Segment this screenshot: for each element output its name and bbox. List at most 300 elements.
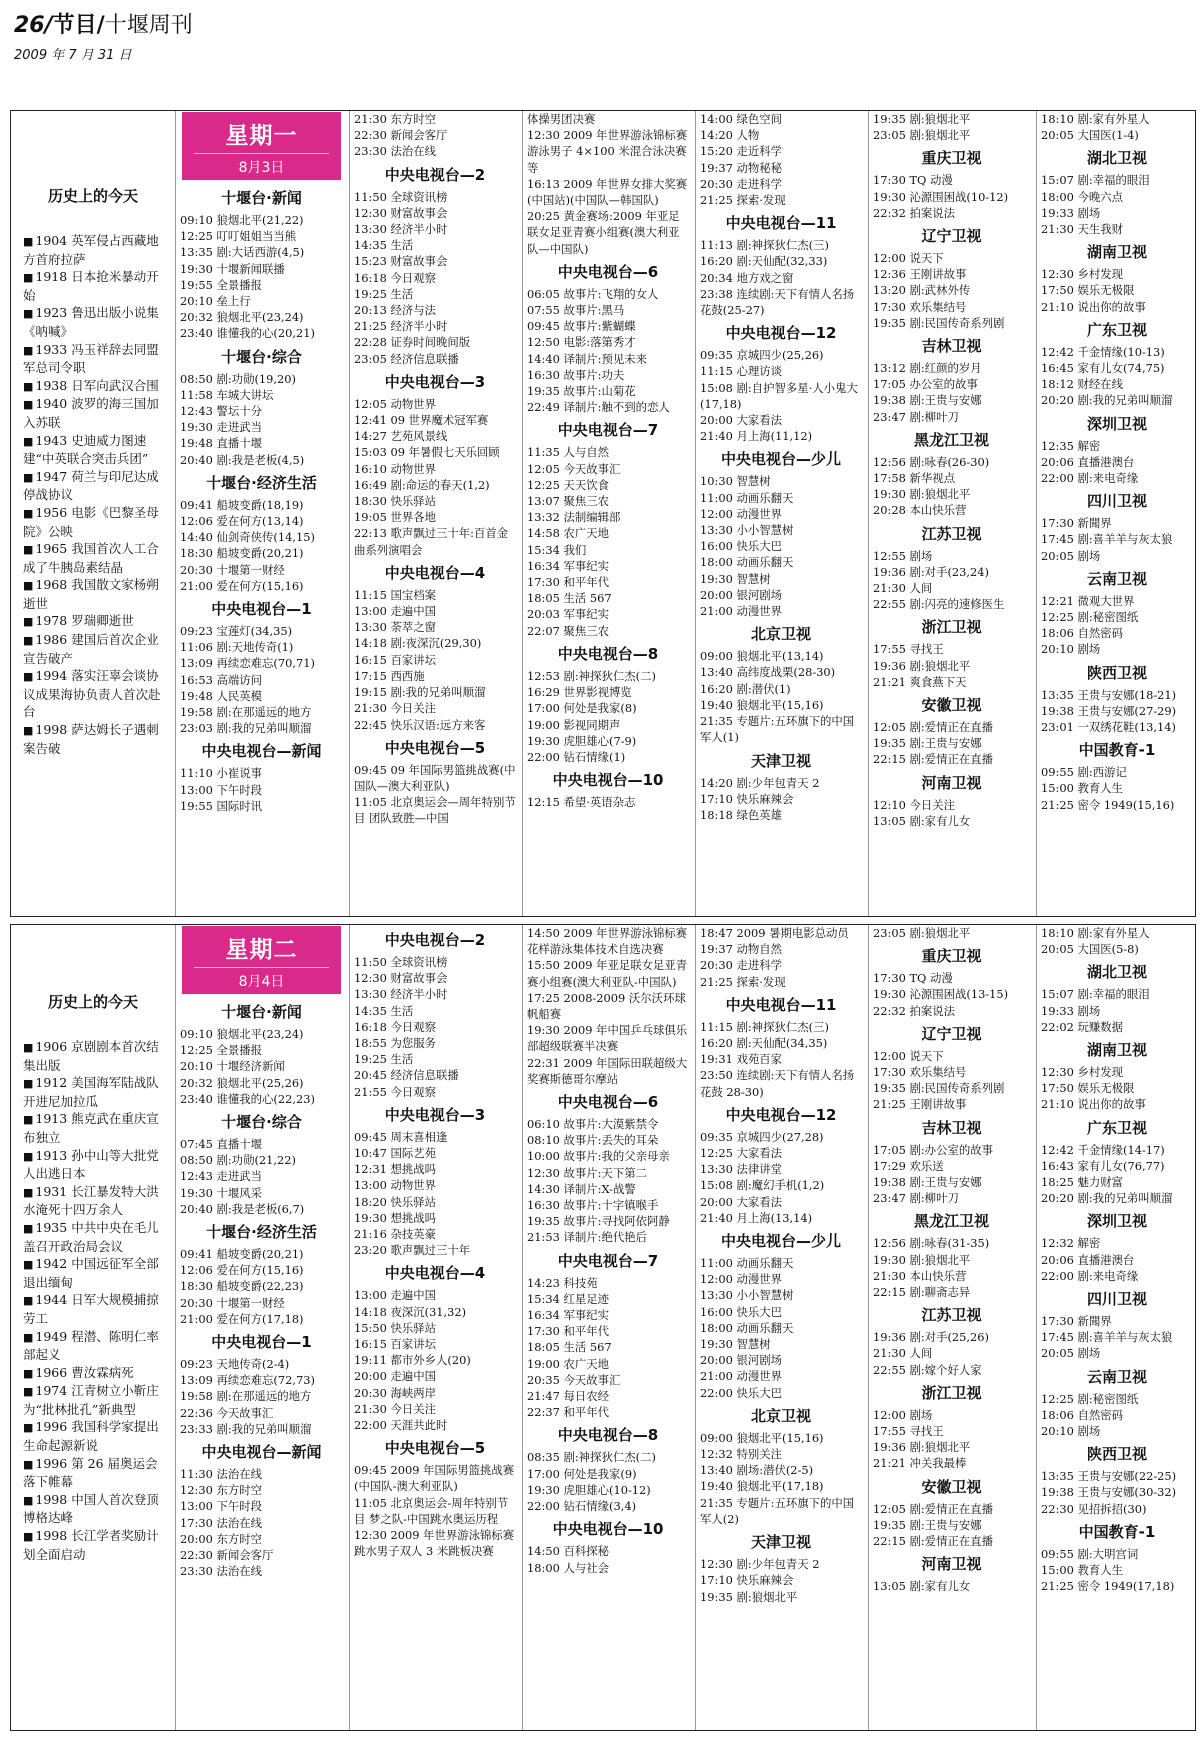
schedule-column-3	[522, 925, 693, 1730]
schedule-column-6	[1036, 925, 1196, 1730]
channel-name: 中央电视台—1	[211, 1333, 312, 1352]
program-item: 18:30 船坡变爵(22,23)	[180, 1279, 304, 1294]
program-item: 22:32 拍案说法	[873, 1003, 956, 1018]
program-item: 19:30 智慧树	[700, 1337, 771, 1352]
program-item: 11:06 剧:天地传奇(1)	[180, 640, 294, 655]
program-item: 19:38 剧:王贵与安娜	[873, 1175, 982, 1190]
history-event: ■ 1944 日军大规模捕掠劳工	[23, 1291, 163, 1327]
day-name: 星期二	[225, 937, 298, 963]
program-item: 23:40 谁懂我的心(20,21)	[180, 326, 315, 341]
program-item: 11:05 北京奥运会—周年特别节目 团队致胜—中国	[354, 795, 516, 826]
channel-name: 浙江卫视	[921, 618, 982, 637]
program-item: 16:18 今日观察	[354, 270, 437, 285]
program-item: 21:16 杂技英豪	[354, 1227, 437, 1242]
program-item: 19:15 剧:我的兄弟叫顺溜	[354, 685, 486, 700]
program-item: 09:45 故事片:紫蝴蝶	[527, 319, 636, 334]
program-item: 14:20 剧:少年包青天 2	[700, 775, 820, 790]
channel-name: 北京卫视	[750, 1406, 811, 1425]
program-item: 15:50 2009 年亚足联女足亚青赛小组赛(澳大利亚队-中国队)	[527, 958, 688, 989]
program-item: 21:00 动漫世界	[700, 604, 783, 619]
program-item: 23:20 歌声飘过三十年	[354, 1243, 471, 1258]
program-item: 12:25 叮叮姐姐当当熊	[180, 229, 297, 244]
program-item: 20:05 大国医(1-4)	[1041, 128, 1139, 143]
program-item: 22:15 剧:爱情正在直播	[873, 752, 994, 767]
program-item: 12:30 东方时空	[180, 1483, 263, 1498]
channel-name: 辽宁卫视	[921, 227, 982, 246]
program-item: 17:29 欢乐送	[873, 1158, 944, 1173]
program-item: 22:07 聚焦三农	[527, 623, 610, 638]
program-item: 12:42 千金情缘(10-13)	[1041, 344, 1165, 359]
program-item: 20:05 剧场	[1041, 1346, 1101, 1361]
program-item: 22:28 证券时间晚间版	[354, 335, 471, 350]
program-item: 19:55 全景播报	[180, 277, 263, 292]
program-item: 12:32 特别关注	[700, 1447, 783, 1462]
program-item: 12:31 想挑战吗	[354, 1162, 437, 1177]
program-item: 18:00 动画乐翻天	[700, 1320, 794, 1335]
program-item: 12:30 财富故事会	[354, 205, 448, 220]
program-item: 19:30 剧:狼烟北平	[873, 1252, 971, 1267]
program-item: 20:06 直播港澳台	[1041, 454, 1135, 469]
program-item: 19:35 剧:民国传奇系列剧	[873, 315, 1005, 330]
program-item: 14:20 人物	[700, 128, 760, 143]
program-item: 09:00 狼烟北平(13,14)	[700, 649, 824, 664]
program-item: 20:00 银河剧场	[700, 587, 783, 602]
program-item: 19:37 动物自然	[700, 942, 783, 957]
program-item: 19:30 十堰新闻联播	[180, 261, 285, 276]
program-item: 20:20 剧:我的兄弟叫顺溜	[1041, 393, 1173, 408]
channel-name: 中国教育-1	[1078, 741, 1156, 760]
channel-name: 中央电视台—12	[725, 324, 837, 343]
program-item: 16:15 百家讲坛	[354, 1337, 437, 1352]
program-item: 09:23 宝莲灯(34,35)	[180, 624, 293, 639]
history-event: ■ 1949 程潜、陈明仁率部起义	[23, 1328, 163, 1364]
program-item: 23:33 剧:我的兄弟叫顺溜	[180, 1421, 312, 1436]
history-event: ■ 1978 罗瑞卿逝世	[23, 612, 163, 631]
program-item: 22:49 译制片:触不到的恋人	[527, 400, 670, 415]
history-event: ■ 1998 长江学者奖励计划全面启动	[23, 1527, 163, 1563]
program-item: 13:40 高纬度战栗(28-30)	[700, 665, 836, 680]
channel-name: 中央电视台—4	[384, 563, 486, 582]
program-item: 19:30 2009 年中国乒乓球俱乐部超级联赛半决赛	[527, 1023, 688, 1054]
program-item: 20:10 剧场	[1041, 1424, 1101, 1439]
program-item: 17:58 新华视点	[873, 471, 956, 486]
program-item: 21:30 东方时空	[354, 112, 437, 126]
program-item: 19:36 剧:狼烟北平	[873, 658, 971, 673]
program-item: 20:30 十堰第一财经	[180, 1295, 285, 1310]
channel-name: 陕西卫视	[1086, 663, 1147, 682]
program-item: 15:23 财富故事会	[354, 254, 448, 269]
program-item: 13:00 走遍中国	[354, 1288, 437, 1303]
channel-name: 安徽卫视	[921, 696, 982, 715]
program-item: 15:50 快乐驿站	[354, 1320, 437, 1335]
history-event: ■ 1940 波罗的海三国加入苏联	[23, 395, 163, 431]
history-event: ■ 1935 中共中央在毛儿盖召开政治局会议	[23, 1219, 163, 1255]
program-item: 18:05 生活 567	[527, 1340, 612, 1355]
program-item: 12:30 财富故事会	[354, 971, 448, 986]
program-item: 12:05 剧:爱情正在直播	[873, 720, 994, 735]
channel-name: 广东卫视	[1086, 320, 1147, 339]
program-item: 13:30 小小智慧树	[700, 1288, 794, 1303]
program-item: 13:30 荼萃之窗	[354, 620, 437, 635]
history-event: ■ 1968 我国散文家杨朔逝世	[23, 576, 163, 612]
program-item: 20:00 走遍中国	[354, 1369, 437, 1384]
program-item: 21:30 人间	[873, 581, 933, 596]
program-item: 16:53 高端访问	[180, 672, 263, 687]
header-slash: /	[96, 13, 105, 38]
program-item: 17:50 娱乐无极限	[1041, 283, 1135, 298]
program-item: 16:43 家有儿女(76,77)	[1041, 1158, 1165, 1173]
channel-name: 重庆卫视	[921, 149, 982, 168]
program-item: 14:18 剧:夜深沉(29,30)	[354, 636, 482, 651]
program-item: 20:00 大家看法	[700, 1194, 783, 1209]
program-item: 17:30 新聞界	[1041, 516, 1112, 531]
channel-name: 十堰台·经济生活	[206, 1223, 317, 1242]
channel-name: 吉林卫视	[921, 337, 982, 356]
day-date: 8月3日	[194, 153, 329, 177]
program-item: 18:05 生活 567	[527, 591, 612, 606]
channel-name: 天津卫视	[750, 751, 811, 770]
program-item: 18:55 为您服务	[354, 1036, 437, 1051]
program-item: 21:55 今日观察	[354, 1084, 437, 1099]
program-item: 20:40 剧:我是老板(4,5)	[180, 452, 305, 467]
day-banner	[182, 926, 341, 994]
program-item: 21:35 专题片:五环旗下的中国军人(2)	[700, 1495, 855, 1526]
channel-name: 江苏卫视	[921, 1306, 982, 1325]
program-item: 22:36 今天故事汇	[180, 1405, 274, 1420]
program-item: 19:35 剧:狼烟北平	[700, 1589, 798, 1604]
program-item: 20:10 剧场	[1041, 642, 1101, 657]
program-item: 12:50 电影:落第秀才	[527, 335, 636, 350]
channel-name: 十堰台·综合	[221, 1113, 302, 1132]
program-item: 18:25 魅力财富	[1041, 1175, 1124, 1190]
program-item: 14:35 生活	[354, 1003, 414, 1018]
program-item: 12:05 今天故事汇	[527, 461, 621, 476]
program-item: 12:41 09 世界魔术冠军赛	[354, 413, 489, 428]
program-item: 12:56 剧:咏春(31-35)	[873, 1236, 990, 1251]
page-number: 26/	[14, 13, 53, 38]
program-item: 21:40 月上海(11,12)	[700, 429, 813, 444]
program-item: 22:30 新闻会客厅	[180, 1548, 274, 1563]
program-item: 15:07 剧:幸福的眼泪	[1041, 173, 1150, 188]
program-item: 14:40 译制片:预见未来	[527, 351, 648, 366]
program-item: 22:13 歌声飘过三十年:百首金曲系列演唱会	[354, 526, 509, 557]
program-item: 22:15 剧:爱情正在直播	[873, 1534, 994, 1549]
program-item: 21:21 冲关我最棒	[873, 1456, 967, 1471]
program-item: 19:00 影视同期声	[527, 717, 621, 732]
program-item: 08:50 剧:功勋(21,22)	[180, 1153, 296, 1168]
channel-name: 中央电视台—3	[384, 372, 486, 391]
program-item: 19:05 世界各地	[354, 510, 437, 525]
day-date: 8月4日	[194, 967, 329, 991]
program-item: 17:30 和平年代	[527, 1324, 610, 1339]
program-item: 21:10 说出你的故事	[1041, 299, 1146, 314]
program-item: 06:10 故事片:大漠紫禁令	[527, 1117, 659, 1132]
schedule-column-1	[175, 111, 347, 916]
program-item: 22:00 钻石情缘(1)	[527, 749, 626, 764]
program-item: 09:41 船坡变爵(20,21)	[180, 1247, 304, 1262]
issue-date: 2009 年 7 月 31 日	[14, 48, 132, 63]
program-item: 11:30 法治在线	[180, 1467, 263, 1482]
program-item: 14:35 生活	[354, 238, 414, 253]
channel-name: 黑龙江卫视	[913, 430, 989, 449]
program-item: 12:05 动物世界	[354, 396, 437, 411]
program-item: 22:55 剧:嫁个好人家	[873, 1362, 982, 1377]
program-item: 22:45 快乐汉语:远方来客	[354, 717, 486, 732]
program-item: 16:30 故事片:十字镇喉手	[527, 1198, 659, 1213]
program-item: 12:21 微观大世界	[1041, 593, 1135, 608]
history-column	[11, 111, 171, 916]
program-item: 16:00 快乐大巴	[700, 1304, 783, 1319]
channel-name: 中央电视台—12	[725, 1105, 837, 1124]
program-item: 22:30 新闻会客厅	[354, 128, 448, 143]
program-item: 12:00 剧场	[873, 1407, 933, 1422]
history-event: ■ 1998 中国人首次登顶博格达峰	[23, 1491, 163, 1527]
channel-name: 中央电视台—3	[384, 1105, 486, 1124]
program-item: 18:10 剧:家有外星人	[1041, 926, 1150, 940]
history-event: ■ 1974 江青树立小靳庄为“批林批孔”新典型	[23, 1382, 163, 1418]
channel-name: 中国教育-1	[1078, 1522, 1156, 1541]
program-item: 23:40 谁懂我的心(22,23)	[180, 1091, 315, 1106]
program-item: 21:25 密令 1949(15,16)	[1041, 797, 1175, 812]
channel-name: 十堰台·经济生活	[206, 473, 317, 492]
history-list	[23, 232, 163, 757]
program-item: 13:30 法律讲堂	[700, 1162, 783, 1177]
program-item: 17:00 何处是我家(9)	[527, 1466, 637, 1481]
program-item: 18:00 今晚六点	[1041, 189, 1124, 204]
program-item: 17:50 娱乐无极限	[1041, 1081, 1135, 1096]
channel-name: 中央电视台—6	[557, 262, 659, 281]
program-item: 12:36 王刚讲故事	[873, 267, 967, 282]
program-item: 22:00 钻石情缘(3,4)	[527, 1499, 637, 1514]
program-item: 19:25 生活	[354, 286, 414, 301]
program-item: 13:09 再续恋难忘(70,71)	[180, 656, 315, 671]
program-item: 08:10 故事片:丢失的耳朵	[527, 1133, 659, 1148]
channel-name: 中央电视台—4	[384, 1264, 486, 1283]
program-item: 12:43 警坛十分	[180, 404, 263, 419]
program-item: 19:30 智慧树	[700, 571, 771, 586]
channel-name: 四川卫视	[1086, 492, 1147, 511]
program-item: 19:30 沁源围困战(13-15)	[873, 987, 1009, 1002]
program-item: 23:47 剧:柳叶刀	[873, 1191, 959, 1206]
program-item: 07:45 直播十堰	[180, 1137, 263, 1152]
program-item: 19:37 动物秘秘	[700, 160, 783, 175]
program-item: 19:55 国际时讯	[180, 798, 263, 813]
schedule-column-3	[522, 111, 693, 916]
program-item: 20:13 经济与法	[354, 303, 437, 318]
program-item: 21:30 今日关注	[354, 701, 437, 716]
program-item: 09:45 2009 年国际男篮挑战赛(中国队-澳大利亚队)	[354, 1463, 515, 1494]
program-item: 17:55 寻找王	[873, 1424, 944, 1439]
program-item: 12:05 剧:爱情正在直播	[873, 1501, 994, 1516]
program-item: 23:50 连续剧:天下有情人名扬花鼓 28-30)	[700, 1068, 855, 1099]
program-item: 09:55 剧:大明宫词	[1041, 1546, 1139, 1561]
channel-name: 中央电视台—8	[557, 1426, 659, 1445]
channel-name: 十堰台·综合	[221, 347, 302, 366]
channel-name: 北京卫视	[750, 625, 811, 644]
program-item: 12:30 故事片:天下第二	[527, 1165, 648, 1180]
program-item: 12:25 剧:秘密图纸	[1041, 610, 1139, 625]
program-item: 13:35 王贵与安娜(22-25)	[1041, 1469, 1177, 1484]
program-item: 21:00 动漫世界	[700, 1369, 783, 1384]
program-item: 11:05 北京奥运会-周年特别节目 梦之队-中国跳水奥运历程	[354, 1495, 509, 1526]
program-item: 16:13 2009 年世界女排大奖赛 (中国站)(中国队—韩国队)	[527, 176, 688, 208]
channel-name: 湖北卫视	[1086, 149, 1147, 168]
program-item: 21:30 人间	[873, 1346, 933, 1361]
program-item: 11:00 动画乐翻天	[700, 1256, 794, 1271]
program-item: 16:15 百家讲坛	[354, 652, 437, 667]
channel-name: 中央电视台—7	[557, 421, 659, 440]
channel-name: 河南卫视	[921, 773, 982, 792]
program-item: 19:30 走进武当	[180, 420, 263, 435]
program-item: 09:10 狼烟北平(23,24)	[180, 1027, 304, 1041]
program-item: 12:30 2009 年世界游泳锦标赛游泳男子 4×100 米混合泳决赛等	[527, 128, 688, 175]
publication-name: 十堰周刊	[104, 13, 193, 38]
program-item: 20:30 十堰第一财经	[180, 562, 285, 577]
program-item: 21:25 探索·发现	[700, 193, 786, 208]
program-item: 体操男团决赛	[527, 112, 596, 126]
program-item: 10:30 智慧树	[700, 474, 771, 489]
program-item: 20:03 军事纪实	[527, 607, 610, 622]
program-item: 15:08 剧:自护智多星·人小鬼大(17,18)	[700, 380, 858, 411]
program-item: 20:00 东方时空	[180, 1531, 263, 1546]
program-item: 21:40 月上海(13,14)	[700, 1210, 813, 1225]
program-item: 18:47 2009 暑期电影总动员	[700, 926, 849, 940]
day-name: 星期一	[225, 123, 298, 149]
channel-name: 十堰台·新闻	[221, 1003, 302, 1021]
program-item: 15:20 走近科学	[700, 144, 783, 159]
program-item: 22:02 玩赚数据	[1041, 1019, 1124, 1034]
program-item: 08:35 剧:神探狄仁杰(二)	[527, 1450, 656, 1465]
program-item: 15:07 剧:幸福的眼泪	[1041, 987, 1150, 1002]
program-item: 17:10 快乐麻辣会	[700, 791, 794, 806]
program-item: 23:47 剧:柳叶刀	[873, 409, 959, 424]
schedule-column-2	[349, 925, 520, 1730]
program-item: 17:30 新聞界	[1041, 1314, 1112, 1329]
program-item: 21:21 爽食燕下天	[873, 674, 967, 689]
channel-name: 四川卫视	[1086, 1290, 1147, 1309]
program-item: 20:30 走进科学	[700, 958, 783, 973]
program-item: 16:20 剧:潜伏(1)	[700, 681, 791, 696]
program-item: 09:45 09 年国际男篮挑战赛(中国队—澳大利亚队)	[354, 762, 516, 793]
channel-name: 中央电视台—1	[211, 600, 312, 619]
program-item: 19:36 剧:对手(25,26)	[873, 1330, 989, 1345]
program-item: 15:08 剧:魔幻手机(1,2)	[700, 1178, 825, 1193]
program-item: 12:42 千金情缘(14-17)	[1041, 1142, 1165, 1157]
program-item: 12:53 剧:神探狄仁杰(二)	[527, 668, 656, 683]
history-event: ■ 1965 我国首次人工合成了牛胰岛素结晶	[23, 540, 163, 576]
program-item: 16:18 今日观察	[354, 1019, 437, 1034]
program-item: 09:10 狼烟北平(21,22)	[180, 213, 304, 227]
program-item: 13:12 剧:红颜的岁月	[873, 361, 982, 376]
program-item: 13:05 剧:家有儿女	[873, 1579, 971, 1594]
program-item: 20:05 大国医(5-8)	[1041, 942, 1139, 957]
program-item: 22:00 快乐大巴	[700, 1385, 783, 1400]
channel-name: 中央电视台—8	[557, 644, 659, 663]
program-item: 14:23 科技苑	[527, 1275, 598, 1290]
history-event: ■ 1996 我国科学家提出生命起源新说	[23, 1418, 163, 1454]
program-item: 20:30 海峡两岸	[354, 1385, 437, 1400]
channel-name: 广东卫视	[1086, 1118, 1147, 1137]
history-event: ■ 1906 京剧剧本首次结集出版	[23, 1038, 163, 1074]
history-list	[23, 1038, 163, 1563]
history-title: 历史上的今天	[47, 993, 138, 1011]
program-item: 13:32 法制编辑部	[527, 510, 621, 525]
program-item: 21:25 王刚讲故事	[873, 1097, 967, 1112]
history-event: ■ 1947 荷兰与印尼达成停战协议	[23, 468, 163, 504]
program-item: 20:40 剧:我是老板(6,7)	[180, 1201, 305, 1216]
program-item: 16:20 剧:天仙配(34,35)	[700, 1036, 828, 1051]
program-item: 14:58 农广天地	[527, 526, 610, 541]
program-item: 13:30 经济半小时	[354, 222, 448, 237]
program-item: 12:56 剧:咏春(26-30)	[873, 454, 990, 469]
channel-name: 重庆卫视	[921, 947, 982, 966]
history-event: ■ 1933 冯玉祥辞去同盟军总司令职	[23, 341, 163, 377]
program-item: 21:30 天生我财	[1041, 222, 1124, 237]
program-item: 11:15 国宝档案	[354, 587, 437, 602]
program-item: 11:10 小崔说事	[180, 766, 263, 781]
program-item: 12:00 动漫世界	[700, 506, 783, 521]
program-item: 11:15 剧:神探狄仁杰(三)	[700, 1019, 829, 1034]
history-column	[11, 925, 171, 1730]
program-item: 20:34 地方戏之窗	[700, 270, 794, 285]
program-item: 21:25 经济半小时	[354, 319, 448, 334]
schedule-column-4	[695, 925, 866, 1730]
program-item: 23:30 法治在线	[180, 1564, 263, 1579]
program-item: 19:48 直播十堰	[180, 436, 263, 451]
channel-name: 中央电视台—10	[552, 1520, 664, 1539]
program-item: 19:35 剧:民国传奇系列剧	[873, 1081, 1005, 1096]
program-item: 14:50 百科探秘	[527, 1544, 610, 1559]
history-event: ■ 1912 美国海军陆战队开进尼加拉瓜	[23, 1074, 163, 1110]
program-item: 23:03 剧:我的兄弟叫顺溜	[180, 721, 312, 736]
channel-name: 中央电视台—少儿	[720, 1232, 841, 1251]
program-item: 20:28 本山快乐营	[873, 503, 967, 518]
program-item: 12:25 天天饮食	[527, 477, 610, 492]
program-item: 23:01 一双绣花鞋(13,14)	[1041, 720, 1176, 735]
program-item: 17:00 何处是我家(8)	[527, 701, 637, 716]
program-item: 13:07 聚焦三农	[527, 494, 610, 509]
program-item: 10:00 故事片:我的父亲母亲	[527, 1149, 670, 1164]
channel-name: 安徽卫视	[921, 1477, 982, 1496]
program-item: 21:25 密令 1949(17,18)	[1041, 1579, 1175, 1594]
program-item: 14:30 译制片:X-战警	[527, 1181, 636, 1196]
program-item: 16:34 军事纪实	[527, 1308, 610, 1323]
program-item: 19:31 戏苑百家	[700, 1052, 783, 1067]
program-item: 12:30 剧:少年包青天 2	[700, 1557, 820, 1572]
day-banner	[182, 112, 341, 180]
program-item: 20:06 直播港澳台	[1041, 1252, 1135, 1267]
channel-name: 陕西卫视	[1086, 1445, 1147, 1464]
channel-name: 中央电视台—2	[384, 165, 486, 184]
program-item: 21:00 爱在何方(17,18)	[180, 1311, 304, 1326]
program-item: 12:32 解密	[1041, 1236, 1101, 1251]
program-item: 19:30 剧:狼烟北平	[873, 487, 971, 502]
tuesday-panel	[10, 924, 1196, 1731]
channel-name: 中央电视台—少儿	[720, 450, 841, 469]
program-item: 18:00 动画乐翻天	[700, 555, 794, 570]
program-item: 21:30 今日关注	[354, 1401, 437, 1416]
history-event: ■ 1904 英军侵占西藏地方首府拉萨	[23, 232, 163, 268]
program-item: 19:30 虎胆雄心(10-12)	[527, 1482, 651, 1497]
program-item: 21:10 说出你的故事	[1041, 1097, 1146, 1112]
program-item: 20:25 黄金赛场:2009 年亚足联女足亚青赛小组赛(澳大利亚队—中国队)	[527, 209, 680, 256]
channel-name: 天津卫视	[750, 1533, 811, 1552]
program-item: 18:30 船坡变爵(20,21)	[180, 546, 304, 561]
channel-name: 深圳卫视	[1086, 414, 1147, 433]
program-item: 18:06 自然密码	[1041, 626, 1124, 641]
program-item: 17:05 剧:办公室的故事	[873, 1142, 994, 1157]
program-item: 12:25 全景播报	[180, 1043, 263, 1058]
